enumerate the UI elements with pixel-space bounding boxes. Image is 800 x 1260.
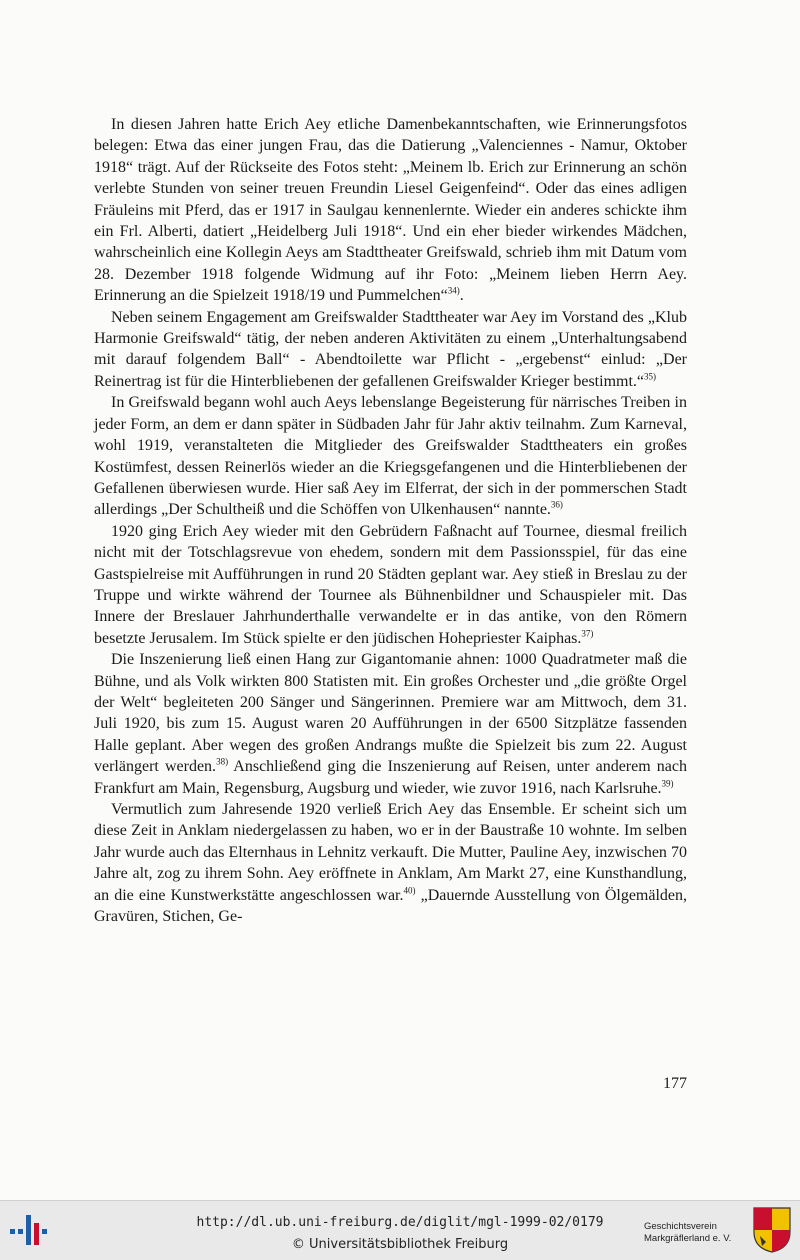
- footnote-ref: 34): [447, 285, 460, 296]
- society-name: [644, 1221, 748, 1245]
- paragraph-text: .: [459, 287, 464, 305]
- coat-of-arms-icon: [752, 1206, 792, 1254]
- copyright-notice: © Universitätsbibliothek Freiburg: [291, 1237, 509, 1252]
- paragraph-text: Anschließend ging die Inszenierung auf Reisen, unter anderem nach Frankfurt am Main, Regensburg, Augsburg und wieder, wie zuvor 1916, nach Karlsruhe.: [94, 758, 687, 797]
- page-number: 177: [663, 1075, 687, 1092]
- paragraph-text: In diesen Jahren hatte Erich Aey etliche Damenbekanntschaften, wie Erinnerungsfotos belegen: Etwa das einer jungen Frau, das die Datierung „Valenciennes - Namur, Oktober 1918“ trägt. Auf der Rückseite des Fotos steht: „Meinem lb. Erich zur Erinnerung an schön verlebte Stunden von seiner treuen Freundin Liesel Geigenfeind“. Oder das eines adligen Fräuleins mit Pferd, das er 1917 in Saulgau kennenlernte. Wieder ein anderes schickte ihm ein Frl. Alberti, datiert „Heidelberg Juli 1918“. Und ein eher bieder wirkendes Mädchen, wahrscheinlich eine Kollegin Aeys am Stadttheater Greifswald, schrieb ihm mit Datum vom 28. Dezember 1918 folgende Widmung auf ihr Foto: „Meinem lieben Herrn Aey. Erinnerung an die Spielzeit 1918/19 und Pummelchen“: [94, 116, 687, 305]
- footnote-ref: 37): [581, 628, 594, 639]
- paragraph-text: „Dauernde Ausstellung von Ölgemälden, Gravüren, Stichen, Ge-: [94, 886, 688, 926]
- paragraph-text: Die Inszenierung ließ einen Hang zur Gigantomanie ahnen: 1000 Quadratmeter maß die Bühne, und als Volk wirkten 800 Statisten mit. Ein großes Orchester und „die größte Orgel der Welt“ begleiteten 200 Sänger und Sängerinnen. Premiere war am Mittwoch, dem 31. Juli 1920, bis zum 15. August waren 20 Aufführungen in der 6500 Sitzplätze fassenden Halle geplant. Aber wegen des großen Andrangs mußte die Spielzeit bis zum 22. August verlängert werden.: [94, 651, 687, 776]
- paragraph: [94, 799, 687, 927]
- footnote-ref: 39): [661, 778, 674, 789]
- paragraph: [94, 307, 687, 393]
- footnote-ref: 38): [216, 756, 229, 767]
- paragraph-text: Neben seinem Engagement am Greifswalder Stadttheater war Aey im Vorstand des „Klub Harmonie Greifswald“ tätig, der neben anderen Aktivitäten zu einem „Unterhaltungsabend mit darauf folgendem Ball“ - Abendtoilette war Pflicht - „ergebenst“ einlud: „Der Reinertrag ist für die Hinterbliebenen der gefallenen Greifswalder Krieger bestimmt.“: [94, 308, 687, 390]
- source-url-link[interactable]: http://dl.ub.uni-freiburg.de/diglit/mgl-1999-02/0179: [196, 1215, 604, 1230]
- paragraph: [94, 649, 687, 799]
- paragraph: [94, 114, 687, 307]
- paragraph: [94, 392, 687, 520]
- ub-freiburg-logo-icon: [10, 1213, 52, 1247]
- society-name-line: Geschichtsverein: [644, 1221, 717, 1232]
- paragraph: [94, 521, 687, 649]
- footnote-ref: 40): [403, 885, 416, 896]
- society-name-line: Markgräflerland e. V.: [644, 1233, 732, 1244]
- footnote-ref: 36): [550, 499, 563, 510]
- paragraph-text: Vermutlich zum Jahresende 1920 verließ Erich Aey das Ensemble. Er scheint sich um diese Zeit in Anklam niedergelassen zu haben, wo er in der Baustraße 10 wohnte. Im selben Jahr wurde auch das Elternhaus in Lehnitz verkauft. Die Mutter, Pauline Aey, inzwischen 70 Jahre alt, zog zu ihrem Sohn. Aey eröffnete in Anklam, Am Markt 27, eine Kunsthandlung, an die eine Kunstwerkstätte angeschlossen war.: [94, 801, 687, 904]
- footnote-ref: 35): [644, 371, 656, 382]
- paragraph-text: 1920 ging Erich Aey wieder mit den Gebrüdern Faßnacht auf Tournee, diesmal freilich nicht mit der Totschlagsrevue von ehedem, sondern mit dem Passionsspiel, für das eine Gastspielreise mit Aufführungen in rund 20 Städten geplant war. Aey stieß in Breslau zu der Truppe und wirkte während der Tournee als Bühnenbildner und Schauspieler mit. Das Innere der Breslauer Jahrhunderthalle verwandelte er in das antike, von den Römern besetzte Jerusalem. Im Stück spielte er den jüdischen Hohepriester Kaiphas.: [94, 522, 687, 647]
- body-text: [94, 114, 687, 927]
- paragraph-text: In Greifswald begann wohl auch Aeys lebenslange Begeisterung für närrisches Treiben in jeder Form, an dem er dann später in Südbaden Jahr für Jahr aktiv teilnahm. Zum Karneval, wohl 1919, veranstalteten die Mitglieder des Greifswalder Stadttheaters ein großes Kostümfest, dessen Reinerlös wieder an die Kriegsgefangenen und die Hinterbliebenen der Gefallenen überwiesen wurde. Hier saß Aey im Elferrat, der sich in der pommerschen Stadt allerdings „Der Schultheiß und die Schöffen von Ulkenhausen“ nannte.: [94, 394, 687, 519]
- viewer-footer: [0, 1200, 800, 1260]
